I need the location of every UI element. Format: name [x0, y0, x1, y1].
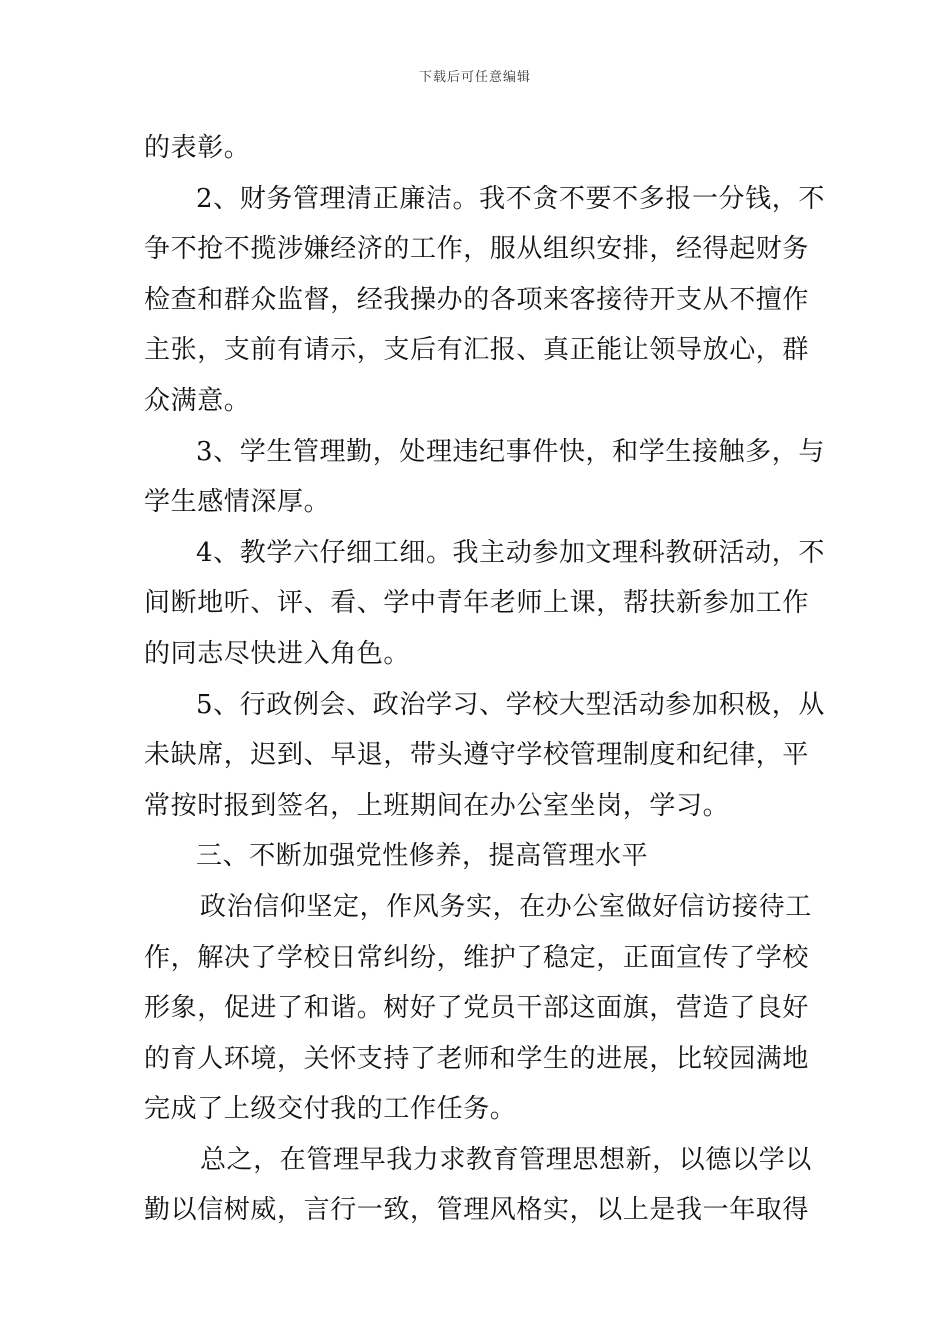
text-line: 主张，支前有请示，支后有汇报、真正能让领导放心，群 [144, 335, 810, 366]
text-line: 的育人环境，关怀支持了老师和学生的进展，比较园满地 [144, 1043, 810, 1074]
text-line: 完成了上级交付我的工作任务。 [144, 1094, 517, 1125]
text-line: 作，解决了学校日常纠纷，维护了稳定，正面宣传了学校 [144, 942, 810, 973]
text-line: 勤以信树威，言行一致，管理风格实，以上是我一年取得 [144, 1195, 810, 1226]
body-text [144, 123, 825, 1236]
text-line: 的表彰。 [144, 133, 251, 163]
section-heading: 三、不断加强党性修养，提高管理水平 [196, 841, 649, 872]
text-line: 政治信仰坚定，作风务实，在办公室做好信访接待工 [200, 891, 812, 922]
text-line: 形象，促进了和谐。树好了党员干部这面旗，营造了良好 [144, 993, 810, 1024]
text-line: 争不抢不揽涉嫌经济的工作，服从组织安排，经得起财务 [144, 234, 810, 265]
text-line: 的同志尽快进入角色。 [144, 638, 411, 669]
header-note: 下载后可任意编辑 [418, 70, 531, 85]
text-line: 众满意。 [144, 385, 251, 416]
text-line: 常按时报到签名，上班期间在办公室坐岗，学习。 [144, 790, 730, 821]
text-line: 3、学生管理勤，处理违纪事件快，和学生接触多，与 [196, 436, 825, 467]
text-line: 学生感情深厚。 [144, 487, 331, 518]
text-line: 总之，在管理早我力求教育管理思想新，以德以学以 [200, 1144, 812, 1175]
text-line: 未缺席，迟到、早退，带头遵守学校管理制度和纪律，平 [144, 740, 810, 771]
text-line: 间断地听、评、看、学中青年老师上课，帮扶新参加工作 [144, 588, 810, 619]
text-line: 检查和群众监督，经我操办的各项来客接待开支从不擅作 [144, 284, 810, 315]
text-line: 5、行政例会、政治学习、学校大型活动参加积极，从 [196, 689, 825, 720]
text-line: 2、财务管理清正廉洁。我不贪不要不多报一分钱，不 [196, 183, 825, 214]
text-line: 4、教学六仔细工细。我主动参加文理科教研活动，不 [196, 537, 825, 568]
